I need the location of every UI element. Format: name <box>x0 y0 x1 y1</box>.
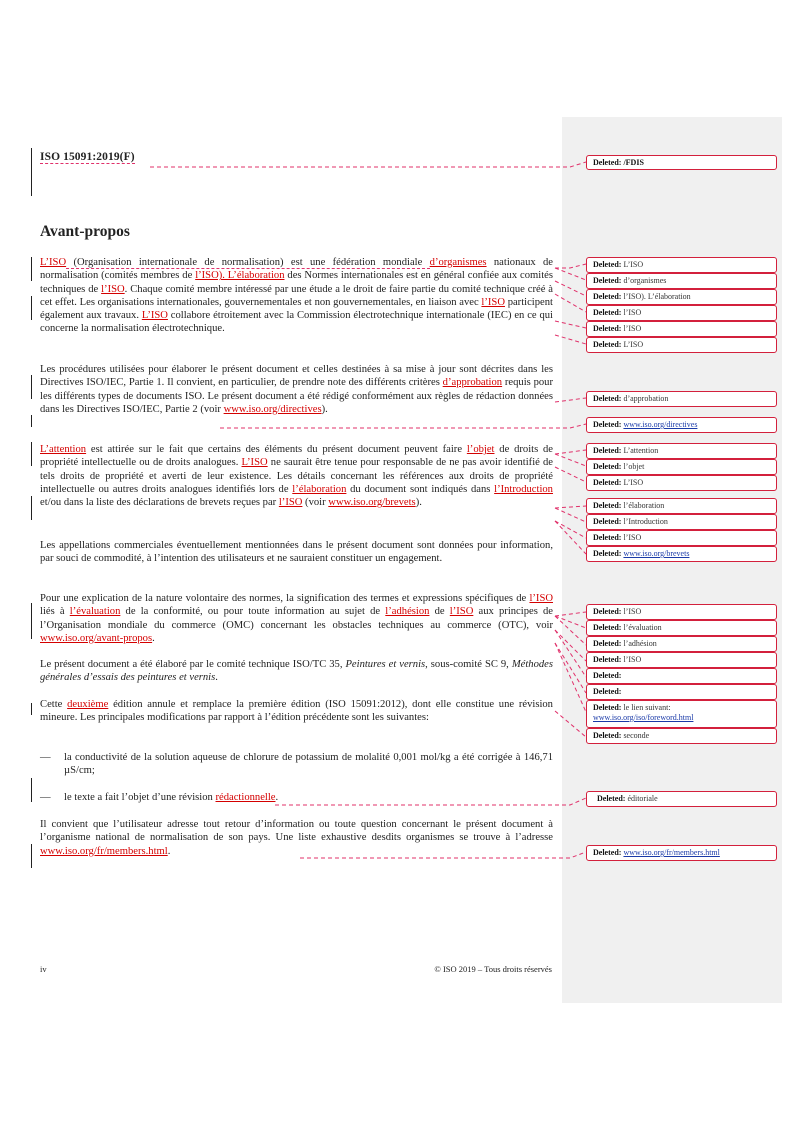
deletion-balloon[interactable]: Deleted: L’attention <box>586 443 777 459</box>
deletion-balloon[interactable]: Deleted: l’ISO). L’élaboration <box>586 289 777 305</box>
deletion-balloon[interactable]: Deleted: l’ISO <box>586 652 777 668</box>
paragraph-voluntary-nature: Pour une explication de la nature volontaire des normes, la signification des termes et expressions spécifiques de l’ISO liés à l’évaluation de la conformité, ou pour toute information au sujet de l’adhésion de l’ISO aux principes de l’Organisation mondiale du commerce (OMC) concernant les obstacles techniques au commerce (OTC), voir www.iso.org/avant-propos. <box>40 593 553 644</box>
change-bar <box>31 296 32 320</box>
members-link[interactable]: www.iso.org/fr/members.html <box>40 845 168 857</box>
change-bar <box>31 778 32 802</box>
deletion-balloon[interactable]: Deleted: l’Introduction <box>586 514 777 530</box>
directives-link[interactable]: www.iso.org/directives <box>223 403 322 415</box>
paragraph-edition: Cette deuxième édition annule et remplace la première édition (ISO 15091:2012), dont elle constitue une révision mineure. Les principales modifications par rapport à l’édition précédente sont les suivantes: <box>40 699 553 724</box>
document-code: ISO 15091:2019(F) <box>40 151 135 163</box>
paragraph-patents: L’attention est attirée sur le fait que certains des éléments du présent document peuvent faire l’objet de droits de propriété intellectuelle ou de droits analogues. L’ISO ne saurait être tenue pour responsable de ne pas avoir identifié de tels droits de propriété et averti de leur existence. Les détails concernant les références aux droits de propriété intellectuelle ou autres droits analogues identifiés lors de l’élaboration du document sont indiqués dans l’Introduction et/ou dans la liste des déclarations de brevets reçues par l’ISO (voir www.iso.org/brevets). <box>40 444 554 509</box>
paragraph-feedback: Il convient que l’utilisateur adresse tout retour d’information ou toute question concernant le présent document à l’organisme national de normalisation de son pays. Une liste exhaustive desdits organismes se trouve à l’adresse www.iso.org/fr/members.html. <box>40 819 553 857</box>
avant-propos-link[interactable]: www.iso.org/avant-propos <box>40 632 153 644</box>
deletion-balloon[interactable]: Deleted: l’élaboration <box>586 498 777 514</box>
change-bar <box>31 375 32 399</box>
deletion-balloon[interactable]: Deleted: d’organismes <box>586 273 777 289</box>
paragraph-committee: Le présent document a été élaboré par le comité technique ISO/TC 35, Peintures et vernis, sous-comité SC 9, Méthodes générales d’essais des peintures et vernis. <box>40 659 553 684</box>
deletion-balloon[interactable]: Deleted: le lien suivant: www.iso.org/iso/foreword.html <box>586 700 777 728</box>
change-bar <box>31 496 32 520</box>
deletion-balloon[interactable]: Deleted: www.iso.org/directives <box>586 417 777 433</box>
page-number: iv <box>40 964 47 974</box>
deletion-balloon[interactable]: Deleted: l’objet <box>586 459 777 475</box>
deletion-balloon[interactable]: Deleted: l’ISO <box>586 305 777 321</box>
deletion-balloon[interactable]: Deleted: l’adhésion <box>586 636 777 652</box>
paragraph-trade-names: Les appellations commerciales éventuellement mentionnées dans le présent document sont données pour information, par souci de commodité, à l’intention des utilisateurs et ne sauraient constituer un engagement. <box>40 540 553 565</box>
deletion-balloon[interactable]: Deleted: www.iso.org/fr/members.html <box>586 845 777 861</box>
deletion-balloon[interactable]: Deleted: L’ISO <box>586 337 777 353</box>
change-bar <box>31 703 32 715</box>
deletion-balloon[interactable]: Deleted: l’ISO <box>586 604 777 620</box>
change-bar <box>31 844 32 868</box>
list-item: — le texte a fait l’objet d’une révision rédactionnelle. <box>40 792 279 803</box>
deletion-balloon[interactable]: Deleted: d’approbation <box>586 391 777 407</box>
list-item: — la conductivité de la solution aqueuse de chlorure de potassium de molalité 0,001 mol/kg a été corrigée à 146,71 µS/cm; <box>40 752 553 777</box>
change-bar <box>31 603 32 639</box>
deletion-balloon[interactable]: Deleted: seconde <box>586 728 777 744</box>
change-bar <box>31 442 32 466</box>
deletion-balloon[interactable]: Deleted: www.iso.org/brevets <box>586 546 777 562</box>
deletion-balloon[interactable]: Deleted: l’ISO <box>586 321 777 337</box>
deletion-balloon[interactable]: Deleted: /FDIS <box>586 155 777 170</box>
paragraph-iso-intro: L’ISO (Organisation internationale de normalisation) est une fédération mondiale d’organismes nationaux de normalisation (comités membres de l’ISO). L’élaboration des Normes internationales est en général confiée aux comités techniques de l’ISO. Chaque comité membre intéressé par une étude a le droit de faire partie du comité technique créé à cet effet. Les organisations internationales, gouvernementales et non gouvernementales, en liaison avec l’ISO participent également aux travaux. L’ISO collabore étroitement avec la Commission électrotechnique internationale (IEC) en ce qui concerne la normalisation électrotechnique. <box>40 257 554 335</box>
deletion-balloon[interactable]: Deleted: <box>586 684 777 700</box>
change-bar <box>31 257 32 281</box>
brevets-link[interactable]: www.iso.org/brevets <box>328 497 416 509</box>
copyright-notice: © ISO 2019 – Tous droits réservés <box>434 964 552 974</box>
deletion-balloon[interactable]: Deleted: éditoriale <box>586 791 777 807</box>
change-bar <box>31 415 32 427</box>
section-heading: Avant-propos <box>40 223 130 240</box>
deletion-balloon[interactable]: Deleted: l’ISO <box>586 530 777 546</box>
deletion-balloon[interactable]: Deleted: L’ISO <box>586 475 777 491</box>
deletion-balloon[interactable]: Deleted: L’ISO <box>586 257 777 273</box>
deletion-balloon[interactable]: Deleted: l’évaluation <box>586 620 777 636</box>
change-bar <box>31 148 32 196</box>
deletion-balloon[interactable]: Deleted: <box>586 668 777 684</box>
paragraph-procedures: Les procédures utilisées pour élaborer le présent document et celles destinées à sa mise à jour sont décrites dans les Directives ISO/IEC, Partie 1. Il convient, en particulier, de prendre note des différents critères d’approbation requis pour les différents types de documents ISO. Le présent document a été rédigé conformément aux règles de rédaction données dans les Directives ISO/IEC, Partie 2 (voir www.iso.org/directives). <box>40 364 554 415</box>
